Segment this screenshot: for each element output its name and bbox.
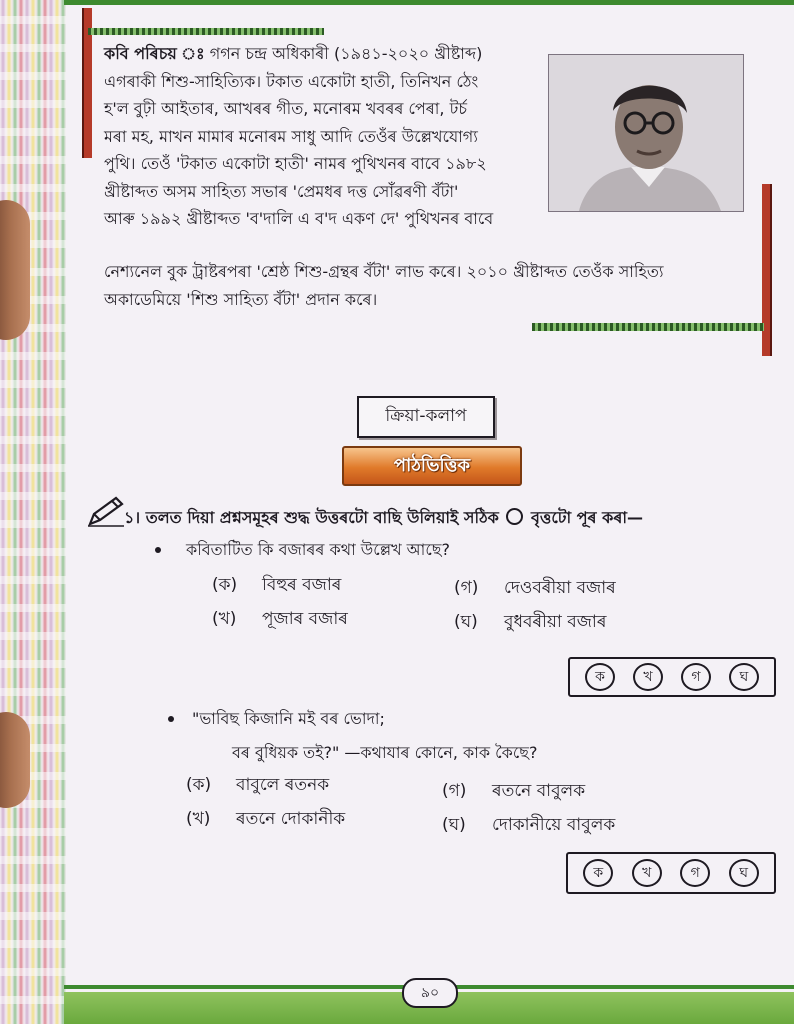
poet-biography bbox=[104, 40, 538, 233]
decorative-binding-strip bbox=[0, 0, 66, 1024]
bullet-icon bbox=[168, 716, 174, 722]
answer-circle-gha[interactable]: ঘ bbox=[729, 859, 759, 887]
bio-line: মৰা মহ, মাখন মামাৰ মনোৰম সাধু আদি তেওঁৰ উল্লেখযোগ্য bbox=[104, 126, 478, 146]
option-gha: (ঘ) দোকানীয়ে বাবুলক bbox=[442, 815, 616, 835]
answer-circle-ga[interactable]: গ bbox=[681, 663, 711, 691]
poet-biography-continued bbox=[104, 258, 764, 313]
sub-question-2-ask: বৰ বুধিয়ক তই?" —কথাযাৰ কোনে, কাক কৈছে? bbox=[232, 743, 538, 762]
activity-title: ক্ৰিয়া-কলাপ bbox=[357, 396, 495, 438]
poet-photo bbox=[548, 54, 744, 212]
sub-question-2-quote: "ভাবিছ কিজানি মই বৰ ভোদা; bbox=[192, 709, 385, 728]
bio-frame-horizontal-bottom bbox=[532, 323, 764, 331]
option-ga: (গ) ৰতনে বাবুলক bbox=[442, 781, 586, 801]
bio-heading: কবি পৰিচয় ঃ bbox=[104, 44, 205, 63]
answer-circle-ga[interactable]: গ bbox=[680, 859, 710, 887]
thumb-left bbox=[0, 200, 30, 340]
bio-line: খ্ৰীষ্টাব্দত অসম সাহিত্য সভাৰ 'প্ৰেমধৰ দত্ত সোঁৱৰণী বঁটা' bbox=[104, 181, 459, 201]
answer-circle-kha[interactable]: খ bbox=[633, 663, 663, 691]
question-number: ১। bbox=[124, 508, 141, 527]
answer-circle-ka[interactable]: ক bbox=[583, 859, 613, 887]
bio-line: এগৰাকী শিশু-সাহিত্যিক। টকাত একোটা হাতী, তিনিখন ঠেং bbox=[104, 71, 479, 91]
bio-line: অকাডেমিয়ে 'শিশু সাহিত্য বঁটা' প্ৰদান কৰে। bbox=[104, 289, 378, 309]
instruction-text: তলত দিয়া প্ৰশ্নসমূহৰ শুদ্ধ উত্তৰটো বাছি উলিয়াই সঠিক bbox=[145, 508, 499, 527]
answer-circle-ka[interactable]: ক bbox=[585, 663, 615, 691]
bio-frame-horizontal bbox=[88, 28, 324, 35]
option-kha: (খ) পূজাৰ বজাৰ bbox=[212, 609, 348, 629]
answer-circles-2 bbox=[566, 852, 776, 894]
instruction-text-end: বৃত্তটো পূৰ কৰা— bbox=[530, 508, 643, 527]
option-ka: (ক) বিহুৰ বজাৰ bbox=[212, 575, 342, 595]
bio-line: আৰু ১৯৯২ খ্ৰীষ্টাব্দত 'ব'দালি এ ব'দ একণ দে' পুথিখনৰ বাবে bbox=[104, 209, 494, 228]
poet-portrait-icon bbox=[549, 55, 743, 211]
text-based-tab: পাঠভিত্তিক bbox=[342, 446, 522, 486]
finger-left bbox=[0, 712, 30, 808]
bio-line: গগন চন্দ্ৰ অধিকাৰী (১৯৪১-২০২০ খ্ৰীষ্টাব্দ) bbox=[209, 44, 483, 63]
answer-circle-gha[interactable]: ঘ bbox=[729, 663, 759, 691]
option-ga: (গ) দেওবৰীয়া বজাৰ bbox=[454, 578, 616, 598]
pencil-icon bbox=[86, 496, 126, 528]
option-ka: (ক) বাবুলে ৰতনক bbox=[186, 775, 330, 795]
option-gha: (ঘ) বুধবৰীয়া বজাৰ bbox=[454, 612, 607, 632]
answer-circle-kha[interactable]: খ bbox=[632, 859, 662, 887]
circle-icon bbox=[506, 508, 523, 525]
top-border-line bbox=[64, 0, 794, 5]
bio-line: নেশ্যনেল বুক ট্ৰাষ্টৰপৰা 'শ্ৰেষ্ঠ শিশু-গ্ৰন্থৰ বঁটা' লাভ কৰে। ২০১০ খ্ৰীষ্টাব্দত তেওঁক সাহিত্য bbox=[104, 262, 664, 281]
bullet-icon bbox=[155, 547, 161, 553]
bio-line: হ'ল বুঢ়ী আইতাৰ, আখৰৰ গীত, মনোৰম খবৰৰ পেৰা, টৰ্চ bbox=[104, 99, 467, 118]
option-kha: (খ) ৰতনে দোকানীক bbox=[186, 809, 346, 829]
page-number: ৯০ bbox=[402, 978, 458, 1008]
question-1-instruction bbox=[124, 505, 643, 532]
sub-question-1: কবিতাটিত কি বজাৰৰ কথা উল্লেখ আছে? bbox=[186, 540, 450, 559]
answer-circles-1 bbox=[568, 657, 776, 697]
bio-line: পুথি। তেওঁ 'টকাত একোটা হাতী' নামৰ পুথিখনৰ বাবে ১৯৮২ bbox=[104, 154, 487, 173]
